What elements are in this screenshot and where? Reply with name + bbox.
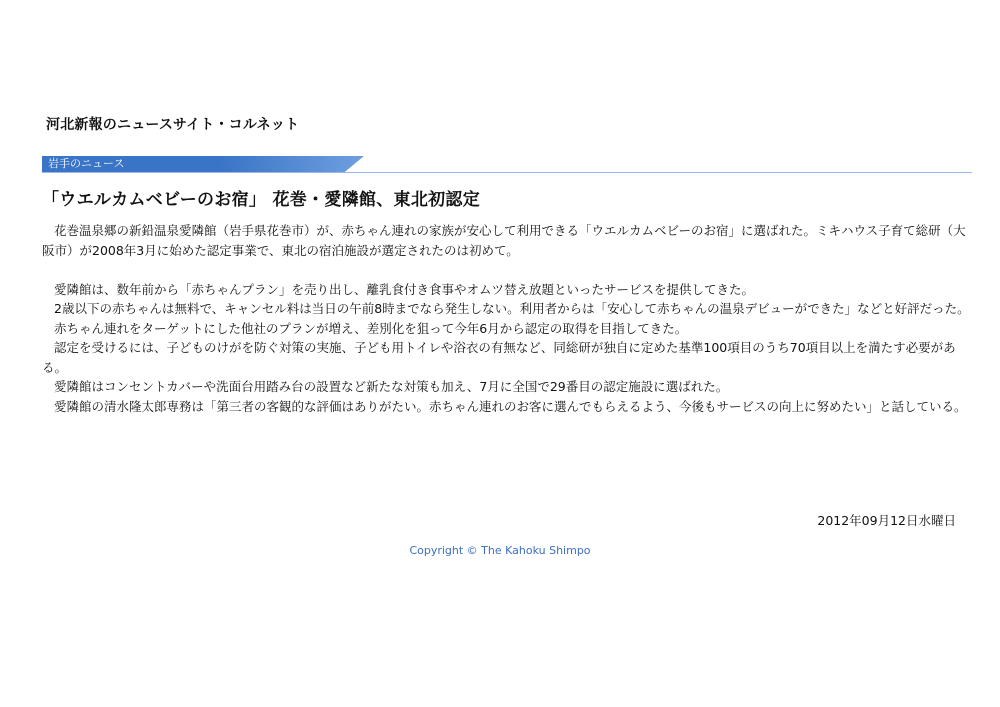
article-paragraph: 認定を受けるには、子どものけがを防ぐ対策の実施、子ども用トイレや浴衣の有無など、同総研が独自に定めた基準100項目のうち70項目以上を満たす必要がある。 bbox=[42, 340, 956, 375]
article-paragraph: 赤ちゃん連れをターゲットにした他社のプランが増え、差別化を狙って今年6月から認定の取得を目指してきた。 bbox=[54, 320, 688, 336]
publish-date: 2012年09月12日水曜日 bbox=[817, 513, 956, 528]
article-paragraph: 愛隣館はコンセントカバーや洗面台用踏み台の設置など新たな対策も加え、7月に全国で29番目の認定施設に選ばれた。 bbox=[54, 379, 729, 394]
section-label[interactable]: 岩手のニュース bbox=[48, 157, 125, 170]
article-paragraph: 2歳以下の赤ちゃんは無料で、キャンセル料は当日の午前8時までなら発生しない。利用者からは「安心して赤ちゃんの温泉デビューができた」などと好評だった。 bbox=[54, 301, 970, 316]
copyright-notice: Copyright © The Kahoku Shimpo bbox=[409, 544, 591, 557]
article-paragraph: 花巻温泉郷の新鉛温泉愛隣館（岩手県花巻市）が、赤ちゃん連れの家族が安心して利用できる「ウエルカムベビーのお宿」に選ばれた。ミキハウス子育て総研（大阪市）が2008年3月に始めた認定事業で、東北の宿泊施設が選定されたのは初めて。 bbox=[42, 223, 966, 258]
article-headline: 「ウエルカムベビーのお宿」 花巻・愛隣館、東北初認定 bbox=[42, 190, 481, 210]
section-divider bbox=[42, 172, 972, 173]
article-body bbox=[42, 221, 970, 416]
section-bar bbox=[42, 156, 972, 174]
site-name: 河北新報のニュースサイト・コルネット bbox=[46, 117, 300, 133]
article-paragraph: 愛隣館は、数年前から「赤ちゃんプラン」を売り出し、離乳食付き食事やオムツ替え放題といったサービスを提供してきた。 bbox=[54, 281, 755, 297]
article-paragraph: 愛隣館の清水隆太郎専務は「第三者の客観的な評価はありがたい。赤ちゃん連れのお客に選んでもらえるよう、今後もサービスの向上に努めたい」と話している。 bbox=[54, 398, 967, 414]
